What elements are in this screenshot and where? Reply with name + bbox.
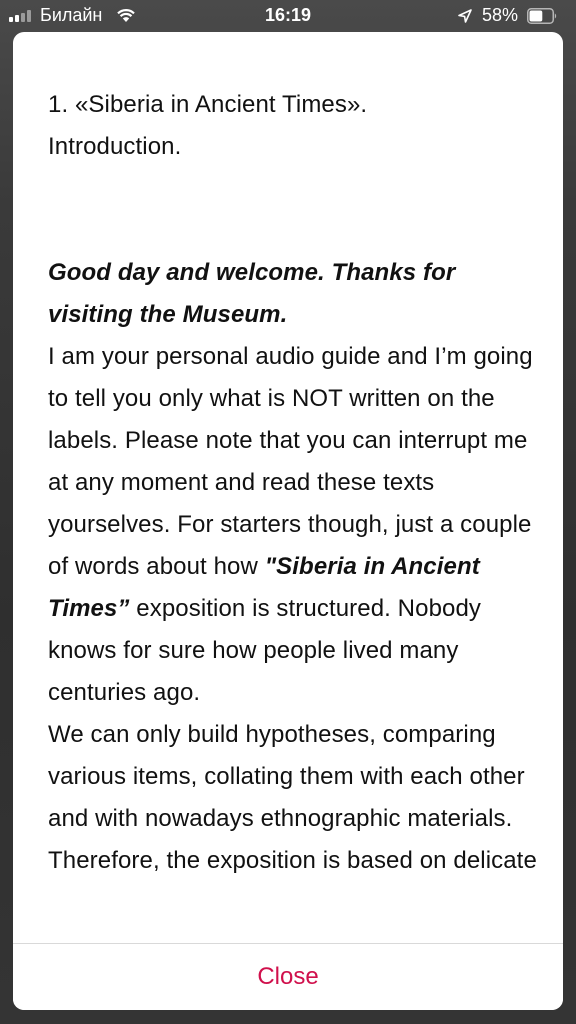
- location-arrow-icon: [457, 8, 473, 24]
- close-button[interactable]: Close: [13, 944, 563, 1010]
- section-title-line1: 1. «Siberia in Ancient Times».: [48, 91, 368, 118]
- sheet-footer: [13, 943, 563, 1010]
- status-bar: [0, 0, 576, 32]
- section-title: [48, 84, 538, 168]
- clock: 16:19: [264, 5, 312, 25]
- guide-paragraph-intro: [48, 252, 538, 714]
- guide-text-scroll[interactable]: [48, 84, 538, 942]
- audio-guide-sheet: [13, 32, 563, 1010]
- guide-paragraph-2: We can only build hypotheses, comparing various items, collating them with each other and with nowadays ethnographic materials. Therefore, the exposition is based on delicate: [48, 721, 537, 874]
- section-title-line2: Introduction.: [48, 133, 182, 160]
- carrier-name: Билайн: [40, 5, 103, 25]
- intro-text-end: exposition is structured. Nobody knows for sure how people lived many centuries ago.: [48, 595, 482, 706]
- battery-percentage: 58%: [482, 5, 519, 25]
- greeting-text: Good day and welcome. Thanks for visiting the Museum.: [48, 259, 456, 328]
- intro-text: I am your personal audio guide and I’m going to tell you only what is NOT written on the labels. Please note that you can interrupt me at any moment and read these texts yourselves. For starters though, just a couple of words about how: [48, 343, 533, 580]
- battery-icon: [527, 8, 557, 24]
- exposition-name: "Siberia in Ancient Times”: [48, 553, 480, 622]
